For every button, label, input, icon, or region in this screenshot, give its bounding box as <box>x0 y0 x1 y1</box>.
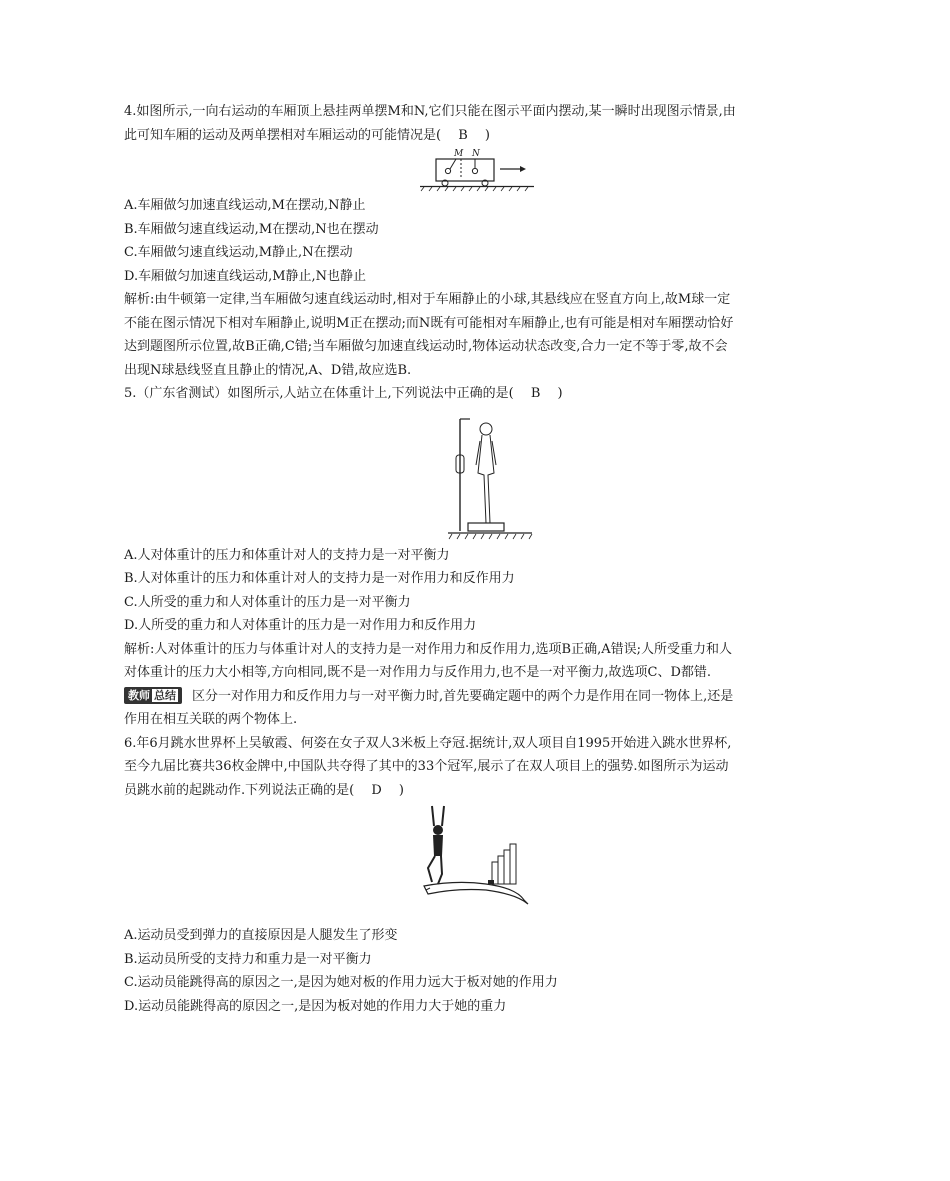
teacher-summary-text-1: 区分一对作用力和反作用力与一对平衡力时,首先要确定题中的两个力是作用在同一物体上,还是 <box>192 688 734 704</box>
train-car-figure <box>124 147 824 194</box>
springboard <box>424 882 528 904</box>
support-post-4 <box>510 844 516 884</box>
question-5-stem: 5.（广东省测试）如图所示,人站立在体重计上,下列说法中正确的是( B ) <box>124 386 563 401</box>
question-4 <box>124 100 824 382</box>
question-4-option-b: B.车厢做匀速直线运动,M在摆动,N也在摆动 <box>124 221 379 237</box>
question-6-option-b: B.运动员所受的支持力和重力是一对平衡力 <box>124 951 372 967</box>
board-edge <box>426 888 430 890</box>
pendulum-m-string <box>450 159 456 169</box>
scale-platform <box>468 523 504 531</box>
question-6-stem-line-1: 6.年6月跳水世界杯上吴敏霞、何姿在女子双人3米板上夺冠.据统计,双人项目自1995开始进入跳水世界杯, <box>124 735 732 751</box>
car-body <box>436 159 494 181</box>
question-5-option-c: C.人所受的重力和人对体重计的压力是一对平衡力 <box>124 594 411 610</box>
diver-head <box>433 825 443 835</box>
question-5-option-d: D.人所受的重力和人对体重计的压力是一对作用力和反作用力 <box>124 618 477 633</box>
teacher-summary-badge <box>124 687 182 704</box>
question-5-option-a: A.人对体重计的压力和体重计对人的支持力是一对平衡力 <box>124 547 450 563</box>
question-6 <box>124 732 824 1019</box>
question-4-analysis-line-2: 不能在图示情况下相对车厢静止,说明M正在摆动;而N既有可能相对车厢静止,也有可能是相对车厢摆动恰好 <box>124 315 734 331</box>
motion-arrow-head <box>520 166 526 172</box>
question-5-analysis-line-2: 对体重计的压力大小相等,方向相同,既不是一对作用力与反作用力,也不是一对平衡力,故选项C、D都错. <box>124 665 712 680</box>
person-on-scale-diagram <box>446 413 536 541</box>
pendulum-n-bob <box>472 168 477 173</box>
badge-summary-text: 总结 <box>154 688 176 702</box>
question-6-stem-line-3: 员跳水前的起跳动作.下列说法正确的是( D ) <box>124 782 404 798</box>
question-4-analysis-line-4: 出现N球悬线竖直且静止的情况,A、D错,故应选B. <box>124 362 412 378</box>
document-page <box>124 100 824 1018</box>
diver-on-board-diagram <box>416 804 536 922</box>
question-5-analysis-line-1: 解析:人对体重计的压力与体重计对人的支持力是一对作用力和反作用力,选项B正确,A错误;人所受重力和人 <box>124 641 732 657</box>
board-fulcrum <box>488 880 494 884</box>
pendulum-n-label: N <box>472 149 480 159</box>
diver-raised-arms <box>432 806 444 826</box>
floor-hatching <box>449 534 532 539</box>
diving-figure <box>124 802 824 924</box>
question-5 <box>124 382 824 732</box>
question-4-stem-line-2: 此可知车厢的运动及两单摆相对车厢运动的可能情况是( B ) <box>124 127 490 143</box>
question-6-stem-line-2: 至今九届比赛共36枚金牌中,中国队共夺得了其中的33个冠军,展示了在双人项目上的强势.如图所示为运动 <box>124 759 729 774</box>
badge-teacher-text: 教师 <box>128 688 150 702</box>
ground-hatching <box>421 187 528 191</box>
pendulum-m-label: M <box>454 149 464 159</box>
person-head <box>480 423 492 435</box>
pendulum-m-bob <box>445 168 450 173</box>
support-post-3 <box>504 850 510 884</box>
question-6-option-a: A.运动员受到弹力的直接原因是人腿发生了形变 <box>124 928 398 943</box>
diver-torso <box>433 835 443 856</box>
question-5-option-b: B.人对体重计的压力和体重计对人的支持力是一对作用力和反作用力 <box>124 571 515 586</box>
support-post-2 <box>498 856 504 884</box>
question-4-option-c: C.车厢做匀速直线运动,M静止,N在摆动 <box>124 245 353 260</box>
scale-figure <box>124 406 824 544</box>
person-body <box>478 435 494 523</box>
question-6-option-c: C.运动员能跳得高的原因之一,是因为她对板的作用力远大于板对她的作用力 <box>124 975 558 990</box>
diver-legs <box>428 856 442 884</box>
teacher-summary-line-2: 作用在相互关联的两个物体上. <box>124 712 298 727</box>
question-4-stem-line-1: 4.如图所示,一向右运动的车厢顶上悬挂两单摆M和N,它们只能在图示平面内摆动,某一瞬时出现图示情景,由 <box>124 104 736 119</box>
teacher-summary-line-1 <box>124 685 824 709</box>
question-4-analysis-line-1: 解析:由牛顿第一定律,当车厢做匀速直线运动时,相对于车厢静止的小球,其悬线应在竖直方向上,故M球一定 <box>124 292 731 307</box>
question-4-option-d: D.车厢做匀加速直线运动,M静止,N也静止 <box>124 268 367 284</box>
question-4-analysis-line-3: 达到题图所示位置,故B正确,C错;当车厢做匀加速直线运动时,物体运动状态改变,合力一定不等于零,故不会 <box>124 339 728 354</box>
question-6-option-d: D.运动员能跳得高的原因之一,是因为板对她的作用力大于她的重力 <box>124 998 507 1014</box>
question-4-option-a: A.车厢做匀加速直线运动,M在摆动,N静止 <box>124 198 366 213</box>
train-car-diagram <box>416 147 536 194</box>
